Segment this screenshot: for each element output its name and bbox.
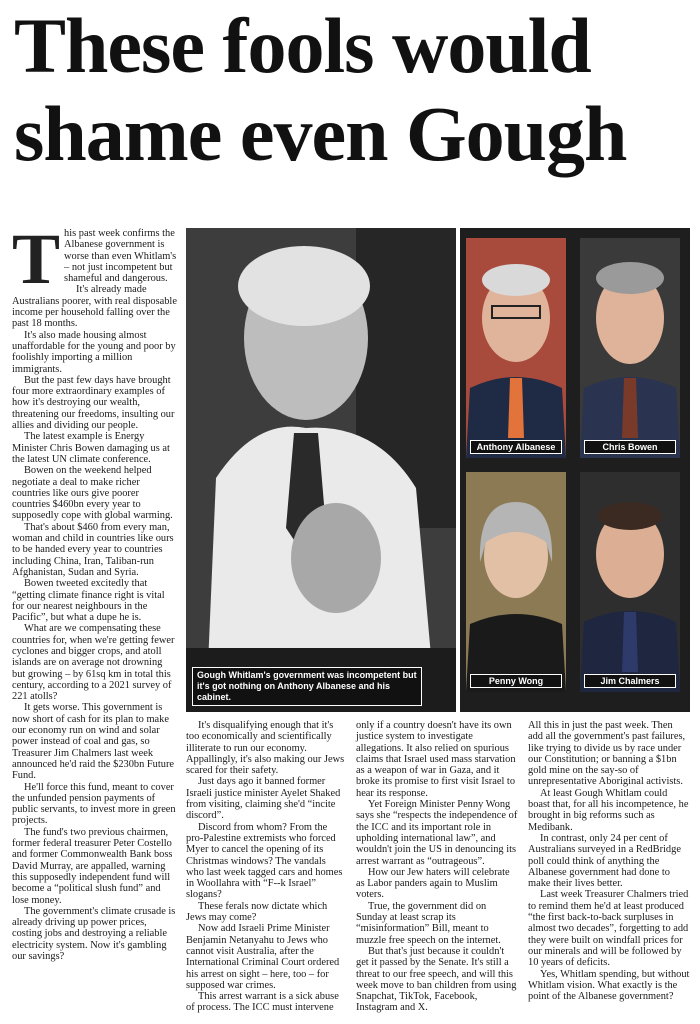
paragraph: It's disqualifying enough that it's too economically and scientifically illiterate to run our economy. Appallingly, it's also making our Jews scared for their safety. <box>186 720 345 777</box>
paragraph: The latest example is Energy Minister Chris Bowen damaging us at the latest UN climate conference. <box>12 431 170 465</box>
portrait-chalmers <box>580 472 680 692</box>
paragraph: The government's climate crusade is already driving up power prices, costing jobs and destroying a reliable electricity system. Now it's gambling our savings? <box>12 905 176 962</box>
paragraph: his past week confirms the Albanese government is worse than even Whitlam's – not just incompetent but shameful and dangerous. <box>64 228 177 285</box>
paragraph: Now add Israeli Prime Minister Benjamin Netanyahu to Jews who cannot visit Australia, after the International Criminal Court ordered his arrest on sight – here, too – for supposed war crimes. <box>186 923 340 991</box>
article-column-1 <box>12 219 178 962</box>
cabinet-portraits <box>460 228 690 712</box>
paragraph: It gets worse. This government is now short of cash for its plan to make our economy run on wind and solar power instead of coal and gas, so Treasurer Jim Chalmers last week announced he'd raid the $230bn Future Fund. <box>12 702 175 782</box>
paragraph: Just days ago it banned former Israeli justice minister Ayelet Shaked from visiting, claiming she'd “incite discord”. <box>186 776 341 822</box>
paragraph: This arrest warrant is a sick abuse of process. The ICC must intervene <box>186 991 339 1014</box>
paragraph: Yet Foreign Minister Penny Wong says she “respects the independence of the ICC and its important role in upholding international law”, and wouldn't join the US in denouncing its arrest warrant as “outrageous”. <box>356 799 518 867</box>
paragraph: In contrast, only 24 per cent of Australians surveyed in a RedBridge poll could think of anything the Albanese government had done to make their lives better. <box>528 832 681 890</box>
main-photo-caption: Gough Whitlam's government was incompetent but it's got nothing on Anthony Albanese and his cabinet. <box>192 667 422 706</box>
drop-cap: T <box>12 219 61 299</box>
headline: These fools would shame even Gough <box>14 2 627 177</box>
wong-illustration <box>466 472 566 692</box>
paragraph: only if a country doesn't have its own justice system to investigate allegations. It also relied on spurious claims that Israel used mass starvation as a weapon of war in Gaza, and it broke its promise to first visit Israel to hear its response. <box>356 720 516 799</box>
portrait-albanese <box>466 238 566 458</box>
whitlam-photo <box>186 228 456 712</box>
portrait-wong <box>466 472 566 692</box>
portrait-caption: Penny Wong <box>470 674 562 688</box>
paragraph: It's already made Australians poorer, with real disposable income per household falling over the past 18 months. <box>12 284 177 330</box>
paragraph: That's about $460 from every man, woman and child in countries like ours to be handed every year to countries including China, Iran, Taliban-run Afghanistan, Sudan and Syria. <box>12 521 174 578</box>
portrait-caption: Chris Bowen <box>584 440 676 454</box>
paragraph: Discord from whom? From the pro-Palestine extremists who forced Myer to cancel the opening of its Christmas windows? The vandals who last week tagged cars and homes in Woollahra with “F--k Israel” slogans? <box>186 821 343 901</box>
article-column-2 <box>186 720 346 1014</box>
paragraph: How our Jew haters will celebrate as Labor panders again to Muslim voters. <box>356 866 510 901</box>
portrait-bowen <box>580 238 680 458</box>
paragraph: Yes, Whitlam spending, but without Whitlam vision. What exactly is the point of the Albanese government? <box>528 968 690 1003</box>
paragraph: At least Gough Whitlam could boast that, for all his incompetence, he brought in big reforms such as Medibank. <box>528 787 689 833</box>
paragraph: Bowen tweeted excitedly that “getting climate finance right is vital for our nearest neighbours in the Pacific”, but what a dupe he is. <box>12 578 165 624</box>
paragraph: What are we compensating these countries for, when we're getting fewer cyclones and bigger crops, and atoll islands are on average not drowning but growing – by 61sq km in total this century, according to a 2021 survey of 221 atolls? <box>12 623 175 703</box>
paragraph: It's also made housing almost unaffordable for the young and poor by foolishly importing a million immigrants. <box>12 329 176 375</box>
portrait-caption: Anthony Albanese <box>470 440 562 454</box>
bowen-illustration <box>580 238 680 458</box>
article-column-3 <box>356 720 518 1014</box>
portrait-caption: Jim Chalmers <box>584 674 676 688</box>
paragraph: The fund's two previous chairmen, former federal treasurer Peter Costello and former Commonwealth Bank boss David Murray, are appalled, warning this supposedly independent fund will become a “political slush fund” and lose money. <box>12 826 173 906</box>
paragraph: All this in just the past week. Then add all the government's past failures, like trying to divide us by race under our Constitution; or banning a $1bn gold mine on the say-so of unrepresentative Aboriginal activists. <box>528 720 686 788</box>
paragraph: But that's just because it couldn't get it passed by the Senate. It's still a threat to our free speech, and will this week move to ban children from using Snapchat, TikTok, Facebook, Instagram and X. <box>356 945 517 1014</box>
article-column-4 <box>528 720 690 1002</box>
paragraph: These ferals now dictate which Jews may come? <box>186 900 328 924</box>
paragraph: Bowen on the weekend helped negotiate a deal to make richer countries like ours give poorer countries $460bn every year to supposedly cope with global warming. <box>12 465 173 522</box>
paragraph: True, the government did on Sunday at least scrap its “misinformation” Bill, meant to muzzle free speech on the internet. <box>356 900 501 946</box>
paragraph: But the past few days have brought four more extraordinary examples of how it's destroying our wealth, threatening our freedoms, insulting our allies and dividing our people. <box>12 374 175 432</box>
paragraph: Last week Treasurer Chalmers tried to remind them he'd at least produced “the first back-to-back surpluses in almost two decades”, forgetting to add they were built on windfall prices for our minerals and will be followed by 10 years of deficits. <box>528 889 689 969</box>
whitlam-portrait-illustration <box>186 228 456 712</box>
paragraph: He'll force this fund, meant to cover the unfunded pension payments of public servants, to invest more in green projects. <box>12 781 176 827</box>
chalmers-illustration <box>580 472 680 692</box>
albanese-illustration <box>466 238 566 458</box>
